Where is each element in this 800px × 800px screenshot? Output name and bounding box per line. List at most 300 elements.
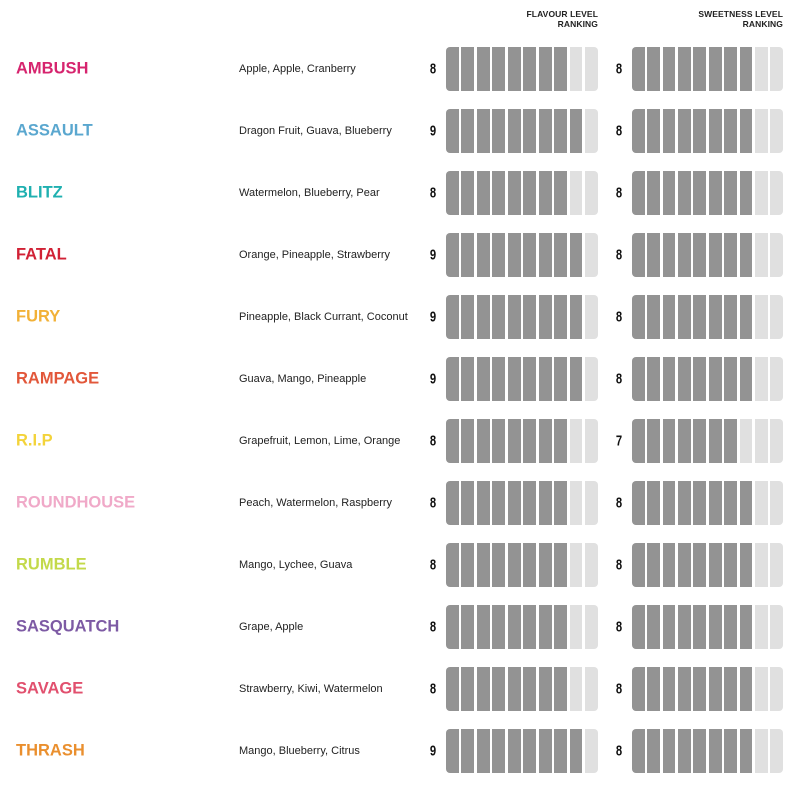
bar-segment — [461, 295, 474, 339]
bar-segment — [632, 233, 645, 277]
sweetness-header-line1: SWEETNESS LEVEL — [698, 9, 783, 19]
flavour-level-bar — [446, 419, 598, 463]
bar-segment — [570, 481, 583, 525]
product-row — [0, 286, 800, 348]
bar-segment — [585, 481, 598, 525]
flavour-level-bar — [446, 295, 598, 339]
bar-segment — [446, 419, 459, 463]
bar-segment — [446, 729, 459, 773]
product-row — [0, 38, 800, 100]
product-row — [0, 720, 800, 782]
bar-segment — [508, 481, 521, 525]
bar-segment — [523, 233, 536, 277]
bar-segment — [740, 171, 753, 215]
bar-segment — [585, 729, 598, 773]
bar-segment — [647, 419, 660, 463]
bar-segment — [632, 481, 645, 525]
bar-segment — [724, 233, 737, 277]
bar-segment — [446, 605, 459, 649]
bar-segment — [755, 419, 768, 463]
flavour-list: Grape, Apple — [239, 621, 304, 633]
bar-segment — [477, 357, 490, 401]
flavour-level-bar — [446, 543, 598, 587]
sweetness-score: 8 — [615, 308, 623, 326]
bar-segment — [740, 419, 753, 463]
bar-segment — [632, 543, 645, 587]
sweetness-score: 8 — [615, 246, 623, 264]
flavour-level-bar — [446, 667, 598, 711]
sweetness-level-header — [660, 9, 783, 29]
bar-segment — [446, 47, 459, 91]
bar-segment — [678, 233, 691, 277]
bar-segment — [755, 171, 768, 215]
bar-segment — [585, 47, 598, 91]
bar-segment — [523, 419, 536, 463]
bar-segment — [693, 729, 706, 773]
bar-segment — [585, 357, 598, 401]
bar-segment — [446, 295, 459, 339]
bar-segment — [492, 171, 505, 215]
flavour-list: Strawberry, Kiwi, Watermelon — [239, 683, 383, 695]
bar-segment — [554, 605, 567, 649]
bar-segment — [554, 481, 567, 525]
bar-segment — [709, 605, 722, 649]
product-name: RAMPAGE — [16, 369, 100, 388]
flavour-list: Grapefruit, Lemon, Lime, Orange — [239, 435, 401, 447]
bar-segment — [539, 481, 552, 525]
bar-segment — [755, 295, 768, 339]
bar-segment — [678, 605, 691, 649]
bar-segment — [554, 171, 567, 215]
product-row — [0, 100, 800, 162]
bar-segment — [647, 233, 660, 277]
flavour-list: Mango, Blueberry, Citrus — [239, 745, 360, 757]
bar-segment — [678, 667, 691, 711]
flavour-score: 8 — [429, 680, 437, 698]
sweetness-score: 8 — [615, 618, 623, 636]
bar-segment — [724, 543, 737, 587]
bar-segment — [770, 729, 783, 773]
bar-segment — [585, 667, 598, 711]
bar-segment — [678, 543, 691, 587]
bar-segment — [724, 729, 737, 773]
bar-segment — [585, 605, 598, 649]
bar-segment — [554, 729, 567, 773]
flavour-score: 9 — [429, 246, 437, 264]
bar-segment — [755, 357, 768, 401]
bar-segment — [770, 233, 783, 277]
bar-segment — [570, 543, 583, 587]
bar-segment — [709, 481, 722, 525]
bar-segment — [523, 605, 536, 649]
bar-segment — [740, 233, 753, 277]
bar-segment — [693, 419, 706, 463]
sweetness-score: 8 — [615, 680, 623, 698]
bar-segment — [770, 543, 783, 587]
bar-segment — [492, 109, 505, 153]
bar-segment — [678, 171, 691, 215]
bar-segment — [446, 667, 459, 711]
bar-segment — [570, 419, 583, 463]
bar-segment — [508, 233, 521, 277]
bar-segment — [663, 543, 676, 587]
bar-segment — [740, 109, 753, 153]
bar-segment — [678, 729, 691, 773]
bar-segment — [585, 295, 598, 339]
bar-segment — [570, 233, 583, 277]
flavour-score: 9 — [429, 122, 437, 140]
bar-segment — [693, 667, 706, 711]
bar-segment — [755, 729, 768, 773]
sweetness-level-bar — [632, 47, 783, 91]
bar-segment — [477, 729, 490, 773]
bar-segment — [755, 667, 768, 711]
bar-segment — [770, 295, 783, 339]
flavour-score: 8 — [429, 60, 437, 78]
bar-segment — [647, 357, 660, 401]
bar-segment — [539, 605, 552, 649]
bar-segment — [663, 605, 676, 649]
bar-segment — [678, 47, 691, 91]
bar-segment — [663, 481, 676, 525]
sweetness-header-line2: RANKING — [742, 19, 783, 29]
bar-segment — [461, 667, 474, 711]
bar-segment — [461, 233, 474, 277]
product-name: SAVAGE — [16, 679, 84, 698]
sweetness-level-bar — [632, 357, 783, 401]
bar-segment — [570, 47, 583, 91]
sweetness-score: 8 — [615, 122, 623, 140]
bar-segment — [492, 233, 505, 277]
bar-segment — [446, 543, 459, 587]
bar-segment — [508, 357, 521, 401]
bar-segment — [724, 171, 737, 215]
bar-segment — [461, 481, 474, 525]
bar-segment — [492, 605, 505, 649]
bar-segment — [770, 481, 783, 525]
bar-segment — [585, 233, 598, 277]
bar-segment — [554, 233, 567, 277]
bar-segment — [724, 47, 737, 91]
bar-segment — [647, 667, 660, 711]
sweetness-score: 8 — [615, 742, 623, 760]
bar-segment — [709, 171, 722, 215]
bar-segment — [477, 295, 490, 339]
bar-segment — [523, 109, 536, 153]
bar-segment — [709, 543, 722, 587]
bar-segment — [693, 171, 706, 215]
bar-segment — [632, 729, 645, 773]
flavour-level-bar — [446, 605, 598, 649]
bar-segment — [477, 109, 490, 153]
bar-segment — [477, 481, 490, 525]
bar-segment — [461, 47, 474, 91]
bar-segment — [724, 109, 737, 153]
product-row — [0, 162, 800, 224]
bar-segment — [632, 357, 645, 401]
flavour-score: 8 — [429, 618, 437, 636]
sweetness-level-bar — [632, 605, 783, 649]
bar-segment — [508, 543, 521, 587]
bar-segment — [709, 357, 722, 401]
bar-segment — [647, 109, 660, 153]
bar-segment — [461, 605, 474, 649]
sweetness-level-bar — [632, 295, 783, 339]
bar-segment — [492, 47, 505, 91]
bar-segment — [477, 419, 490, 463]
sweetness-score: 8 — [615, 184, 623, 202]
bar-segment — [632, 109, 645, 153]
bar-segment — [663, 233, 676, 277]
flavour-level-bar — [446, 233, 598, 277]
bar-segment — [570, 295, 583, 339]
bar-segment — [693, 47, 706, 91]
bar-segment — [693, 481, 706, 525]
bar-segment — [523, 171, 536, 215]
flavour-score: 9 — [429, 308, 437, 326]
bar-segment — [446, 171, 459, 215]
bar-segment — [724, 295, 737, 339]
bar-segment — [709, 667, 722, 711]
product-name: AMBUSH — [16, 59, 89, 78]
flavour-level-bar — [446, 171, 598, 215]
sweetness-score: 8 — [615, 556, 623, 574]
bar-segment — [585, 109, 598, 153]
bar-segment — [585, 543, 598, 587]
bar-segment — [663, 419, 676, 463]
bar-segment — [492, 295, 505, 339]
flavour-list: Dragon Fruit, Guava, Blueberry — [239, 125, 392, 137]
bar-segment — [693, 295, 706, 339]
bar-segment — [570, 171, 583, 215]
bar-segment — [523, 295, 536, 339]
bar-segment — [554, 357, 567, 401]
flavour-score: 8 — [429, 432, 437, 450]
product-row — [0, 658, 800, 720]
bar-segment — [770, 109, 783, 153]
bar-segment — [461, 357, 474, 401]
bar-segment — [663, 357, 676, 401]
sweetness-level-bar — [632, 667, 783, 711]
bar-segment — [523, 729, 536, 773]
bar-segment — [755, 543, 768, 587]
sweetness-level-bar — [632, 543, 783, 587]
bar-segment — [632, 667, 645, 711]
bar-segment — [523, 47, 536, 91]
sweetness-level-bar — [632, 109, 783, 153]
bar-segment — [446, 109, 459, 153]
sweetness-score: 8 — [615, 60, 623, 78]
bar-segment — [647, 295, 660, 339]
sweetness-score: 8 — [615, 494, 623, 512]
bar-segment — [770, 419, 783, 463]
flavour-level-bar — [446, 47, 598, 91]
bar-segment — [678, 295, 691, 339]
bar-segment — [508, 47, 521, 91]
bar-segment — [770, 357, 783, 401]
bar-segment — [508, 419, 521, 463]
flavour-list: Guava, Mango, Pineapple — [239, 373, 367, 385]
product-name: ROUNDHOUSE — [16, 493, 136, 512]
bar-segment — [663, 295, 676, 339]
bar-segment — [554, 543, 567, 587]
bar-segment — [770, 47, 783, 91]
bar-segment — [477, 233, 490, 277]
bar-segment — [539, 109, 552, 153]
bar-segment — [461, 171, 474, 215]
flavour-list: Orange, Pineapple, Strawberry — [239, 249, 391, 261]
bar-segment — [570, 357, 583, 401]
product-row — [0, 410, 800, 472]
bar-segment — [632, 171, 645, 215]
bar-segment — [632, 419, 645, 463]
flavour-level-header — [480, 9, 598, 29]
bar-segment — [693, 605, 706, 649]
bar-segment — [647, 543, 660, 587]
bar-segment — [446, 233, 459, 277]
bar-segment — [632, 605, 645, 649]
bar-segment — [492, 419, 505, 463]
product-name: RUMBLE — [16, 555, 87, 574]
flavour-score: 8 — [429, 494, 437, 512]
bar-segment — [477, 47, 490, 91]
flavour-list: Apple, Apple, Cranberry — [239, 63, 356, 75]
product-row — [0, 596, 800, 658]
bar-segment — [770, 605, 783, 649]
bar-segment — [678, 109, 691, 153]
bar-segment — [709, 233, 722, 277]
sweetness-level-bar — [632, 233, 783, 277]
bar-segment — [632, 295, 645, 339]
product-row — [0, 534, 800, 596]
bar-segment — [663, 109, 676, 153]
bar-segment — [678, 357, 691, 401]
bar-segment — [477, 171, 490, 215]
bar-segment — [740, 47, 753, 91]
bar-segment — [724, 605, 737, 649]
product-name: BLITZ — [16, 183, 63, 202]
bar-segment — [740, 605, 753, 649]
bar-segment — [770, 667, 783, 711]
bar-segment — [693, 543, 706, 587]
bar-segment — [570, 667, 583, 711]
bar-segment — [492, 667, 505, 711]
bar-segment — [539, 667, 552, 711]
bar-segment — [523, 543, 536, 587]
bar-segment — [570, 605, 583, 649]
bar-segment — [693, 109, 706, 153]
sweetness-score: 8 — [615, 370, 623, 388]
product-row — [0, 472, 800, 534]
flavour-score: 9 — [429, 742, 437, 760]
bar-segment — [554, 47, 567, 91]
sweetness-level-bar — [632, 419, 783, 463]
bar-segment — [539, 233, 552, 277]
bar-segment — [663, 171, 676, 215]
bar-segment — [554, 667, 567, 711]
bar-segment — [755, 109, 768, 153]
bar-segment — [678, 419, 691, 463]
bar-segment — [585, 171, 598, 215]
bar-segment — [709, 109, 722, 153]
flavour-score: 9 — [429, 370, 437, 388]
flavour-list: Mango, Lychee, Guava — [239, 559, 353, 571]
bar-segment — [755, 233, 768, 277]
bar-segment — [663, 729, 676, 773]
bar-segment — [539, 543, 552, 587]
bar-segment — [539, 357, 552, 401]
bar-segment — [508, 605, 521, 649]
bar-segment — [477, 605, 490, 649]
bar-segment — [508, 171, 521, 215]
product-row — [0, 348, 800, 410]
bar-segment — [709, 419, 722, 463]
bar-segment — [647, 605, 660, 649]
bar-segment — [477, 543, 490, 587]
bar-segment — [663, 667, 676, 711]
product-name: SASQUATCH — [16, 617, 120, 636]
bar-segment — [724, 357, 737, 401]
sweetness-score: 7 — [615, 432, 623, 450]
product-name: ASSAULT — [16, 121, 93, 140]
bar-segment — [709, 729, 722, 773]
flavour-level-bar — [446, 357, 598, 401]
bar-segment — [709, 47, 722, 91]
bar-segment — [632, 47, 645, 91]
bar-segment — [647, 171, 660, 215]
bar-segment — [740, 357, 753, 401]
product-name: FATAL — [16, 245, 67, 264]
bar-segment — [508, 109, 521, 153]
product-name: FURY — [16, 307, 61, 326]
flavour-header-line1: FLAVOUR LEVEL — [526, 9, 598, 19]
bar-segment — [678, 481, 691, 525]
bar-segment — [539, 419, 552, 463]
bar-segment — [770, 171, 783, 215]
bar-segment — [523, 481, 536, 525]
sweetness-level-bar — [632, 171, 783, 215]
bar-segment — [570, 729, 583, 773]
product-row — [0, 224, 800, 286]
bar-segment — [446, 481, 459, 525]
flavour-level-bar — [446, 729, 598, 773]
bar-segment — [663, 47, 676, 91]
bar-segment — [554, 109, 567, 153]
bar-segment — [554, 295, 567, 339]
flavour-level-bar — [446, 109, 598, 153]
bar-segment — [724, 419, 737, 463]
bar-segment — [446, 357, 459, 401]
bar-segment — [724, 667, 737, 711]
flavour-score: 8 — [429, 556, 437, 574]
bar-segment — [539, 295, 552, 339]
bar-segment — [570, 109, 583, 153]
product-name: R.I.P — [16, 431, 53, 450]
bar-segment — [647, 47, 660, 91]
bar-segment — [492, 543, 505, 587]
flavour-list: Pineapple, Black Currant, Coconut — [239, 311, 408, 323]
sweetness-level-bar — [632, 481, 783, 525]
bar-segment — [740, 295, 753, 339]
bar-segment — [508, 295, 521, 339]
bar-segment — [508, 729, 521, 773]
sweetness-level-bar — [632, 729, 783, 773]
bar-segment — [740, 543, 753, 587]
bar-segment — [755, 481, 768, 525]
flavour-list: Peach, Watermelon, Raspberry — [239, 497, 393, 509]
bar-segment — [647, 729, 660, 773]
bar-segment — [755, 605, 768, 649]
